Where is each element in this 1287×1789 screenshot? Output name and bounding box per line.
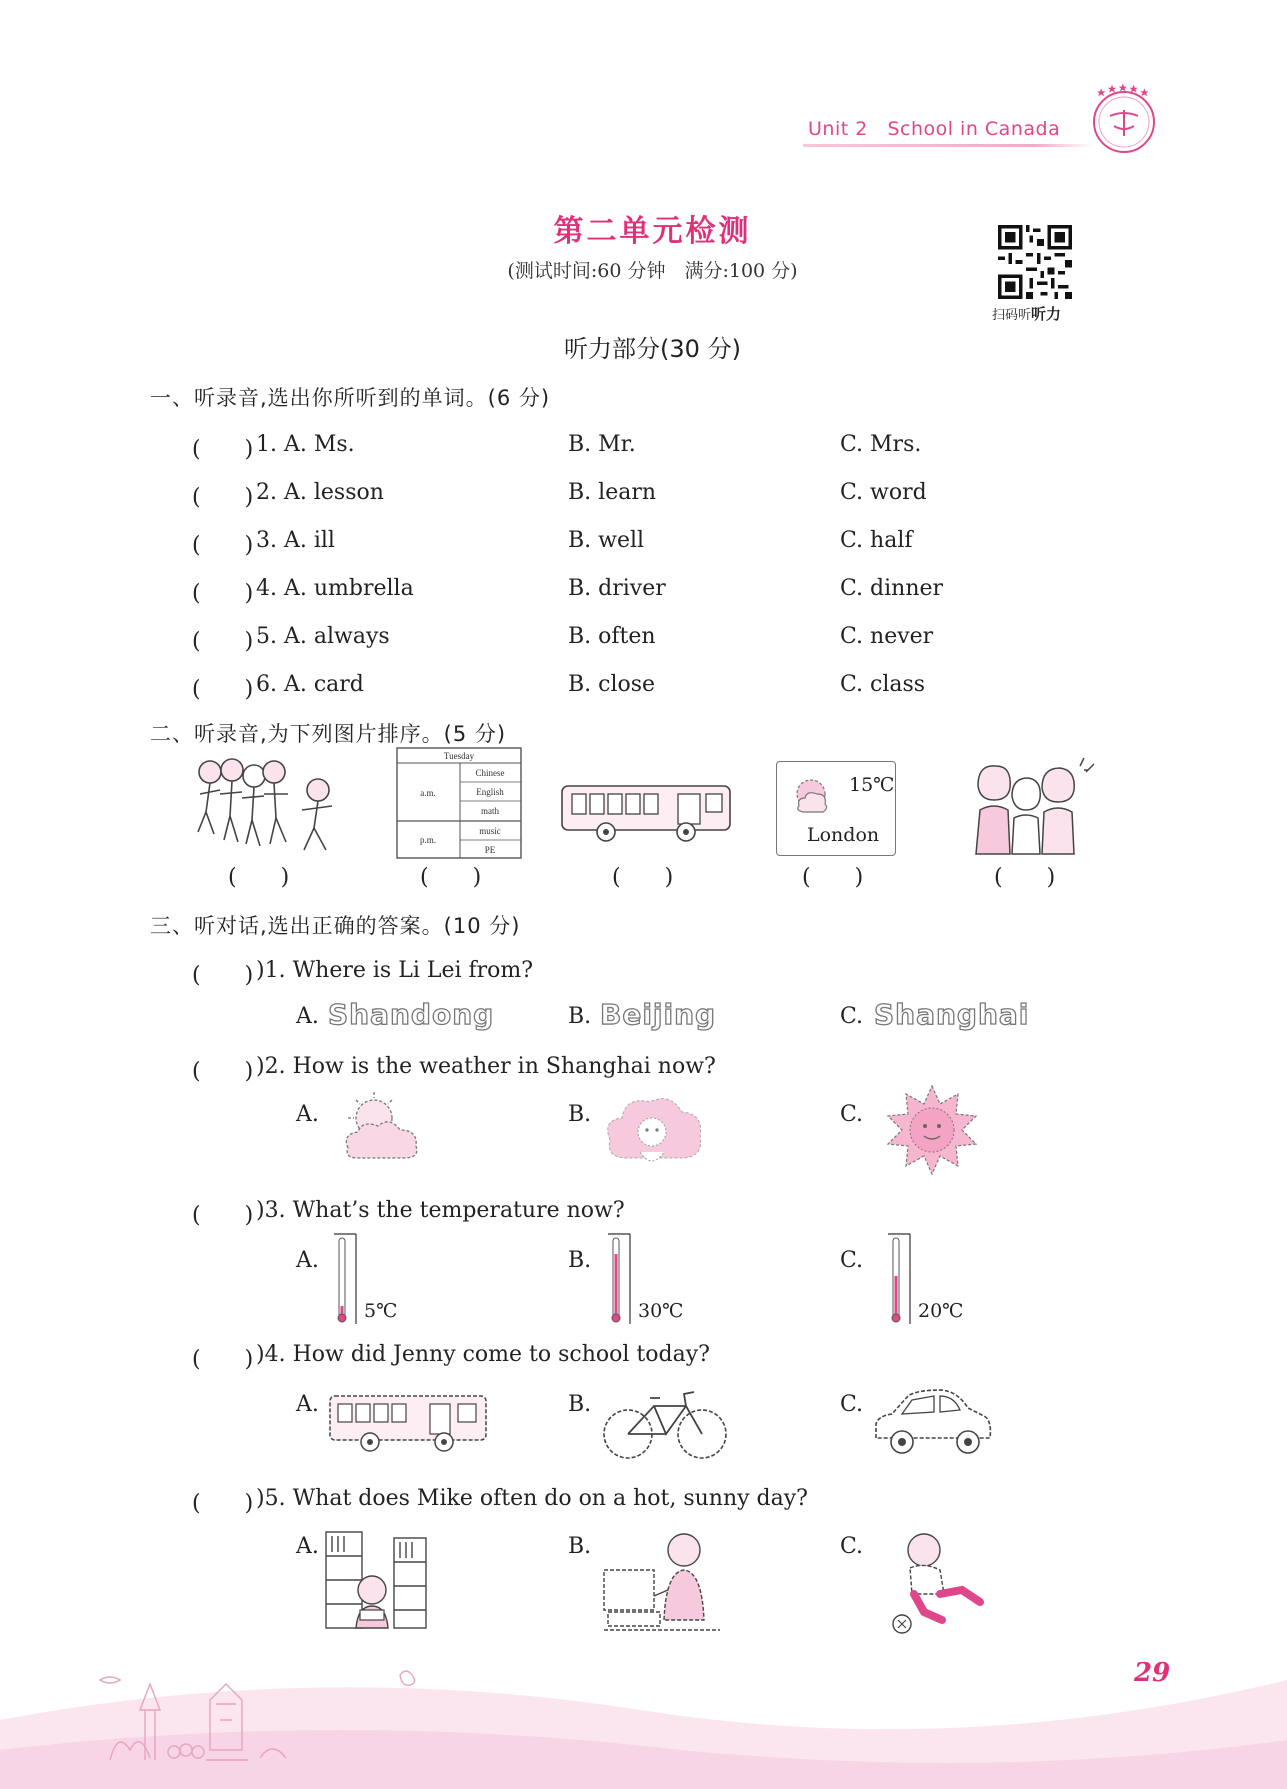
order-blank[interactable]: ( ) [994, 865, 1056, 890]
order-blank[interactable]: ( ) [612, 865, 674, 890]
option-b: B. Mr. [568, 432, 636, 457]
option-beijing: Beijing [600, 998, 717, 1031]
option-shanghai: Shanghai [874, 998, 1030, 1031]
thermometer-icon [884, 1232, 914, 1326]
option-label: A. [296, 1248, 319, 1273]
cloudy-icon [334, 1090, 426, 1170]
schedule-subject: PE [484, 845, 496, 855]
answer-blank[interactable]: ( ) [192, 1203, 254, 1228]
bus-image [558, 780, 736, 846]
option-a: 6. A. card [256, 672, 364, 697]
weather-city: London [807, 824, 880, 846]
order-blank[interactable]: ( ) [802, 865, 864, 890]
option-label: C. [840, 1102, 864, 1127]
option-c: C. Mrs. [840, 432, 922, 457]
thermometer-icon [330, 1232, 360, 1326]
option-label: B. [568, 1004, 592, 1029]
answer-blank[interactable]: ( ) [192, 1491, 254, 1516]
test-info: (测试时间:60 分钟 满分:100 分) [507, 260, 798, 282]
footer-decoration [0, 1600, 1287, 1789]
question-4: )4. How did Jenny come to school today? [256, 1342, 710, 1367]
order-blank[interactable]: ( ) [420, 865, 482, 890]
option-label: A. [296, 1004, 319, 1029]
option-a: 5. A. always [256, 624, 390, 649]
schedule-am: a.m. [420, 788, 436, 798]
order-blank[interactable]: ( ) [228, 865, 290, 890]
option-label: B. [568, 1102, 592, 1127]
question-5: )5. What does Mike often do on a hot, sunny day? [256, 1486, 808, 1511]
car-icon [872, 1388, 994, 1460]
children-playing-image [190, 750, 350, 860]
option-label: A. [296, 1534, 319, 1559]
section1-heading: 一、听录音,选出你所听到的单词。(6 分) [150, 386, 551, 410]
option-b: B. often [568, 624, 656, 649]
cloudy-sun-icon [789, 772, 837, 820]
option-c: C. word [840, 480, 927, 505]
answer-blank[interactable]: ( ) [192, 485, 254, 510]
option-shandong: Shandong [328, 998, 495, 1031]
bicycle-icon [600, 1386, 730, 1462]
option-label: B. [568, 1392, 592, 1417]
thermometer-icon [604, 1232, 634, 1326]
option-b: B. well [568, 528, 645, 553]
option-a: 4. A. umbrella [256, 576, 414, 601]
qr-label: 扫码听听力 [992, 305, 1062, 323]
answer-blank[interactable]: ( ) [192, 677, 254, 702]
option-a: 2. A. lesson [256, 480, 384, 505]
answer-blank[interactable]: ( ) [192, 629, 254, 654]
bus-option-icon [326, 1390, 490, 1456]
option-c: C. class [840, 672, 926, 697]
option-label: A. [296, 1102, 319, 1127]
option-a: 3. A. ill [256, 528, 335, 553]
option-c: C. never [840, 624, 934, 649]
section3-heading: 三、听对话,选出正确的答案。(10 分) [150, 914, 521, 938]
option-label: C. [840, 1392, 864, 1417]
page-title: 第二单元检测 [553, 214, 752, 249]
london-weather-card [776, 761, 896, 856]
publisher-logo-icon [1088, 80, 1160, 156]
sunny-icon [884, 1084, 980, 1176]
page-number: 29 [1134, 1658, 1171, 1688]
temp-label: 20℃ [918, 1300, 964, 1322]
option-label: C. [840, 1248, 864, 1273]
schedule-subject: math [481, 806, 499, 816]
answer-blank[interactable]: ( ) [192, 581, 254, 606]
schedule-day: Tuesday [443, 751, 475, 761]
option-label: C. [840, 1004, 864, 1029]
option-label: C. [840, 1534, 864, 1559]
answer-blank[interactable]: ( ) [192, 1059, 254, 1084]
schedule-subject: Chinese [475, 768, 505, 778]
qr-code-icon[interactable] [998, 225, 1072, 299]
schedule-subject: music [479, 826, 501, 836]
option-c: C. half [840, 528, 913, 553]
temp-label: 5℃ [364, 1300, 398, 1322]
question-2: )2. How is the weather in Shanghai now? [256, 1054, 716, 1079]
snowy-cloud-icon [600, 1090, 706, 1176]
question-3: )3. What’s the temperature now? [256, 1198, 625, 1223]
part-title: 听力部分(30 分) [564, 335, 741, 363]
weather-temp: 15℃ [849, 774, 895, 796]
option-c: C. dinner [840, 576, 944, 601]
school-schedule-table [396, 747, 522, 859]
answer-blank[interactable]: ( ) [192, 437, 254, 462]
option-b: B. driver [568, 576, 666, 601]
option-label: B. [568, 1248, 592, 1273]
option-label: B. [568, 1534, 592, 1559]
schedule-subject: English [476, 787, 504, 797]
option-label: A. [296, 1392, 319, 1417]
header-underline [803, 144, 1093, 147]
schedule-pm: p.m. [419, 835, 437, 845]
section2-heading: 二、听录音,为下列图片排序。(5 分) [150, 722, 507, 746]
header-unit-title: Unit 2 School in Canada [808, 118, 1061, 140]
option-b: B. learn [568, 480, 657, 505]
answer-blank[interactable]: ( ) [192, 963, 254, 988]
question-1: )1. Where is Li Lei from? [256, 958, 534, 983]
option-a: 1. A. Ms. [256, 432, 355, 457]
temp-label: 30℃ [638, 1300, 684, 1322]
option-b: B. close [568, 672, 656, 697]
girls-singing-image [968, 756, 1098, 856]
answer-blank[interactable]: ( ) [192, 1347, 254, 1372]
answer-blank[interactable]: ( ) [192, 533, 254, 558]
